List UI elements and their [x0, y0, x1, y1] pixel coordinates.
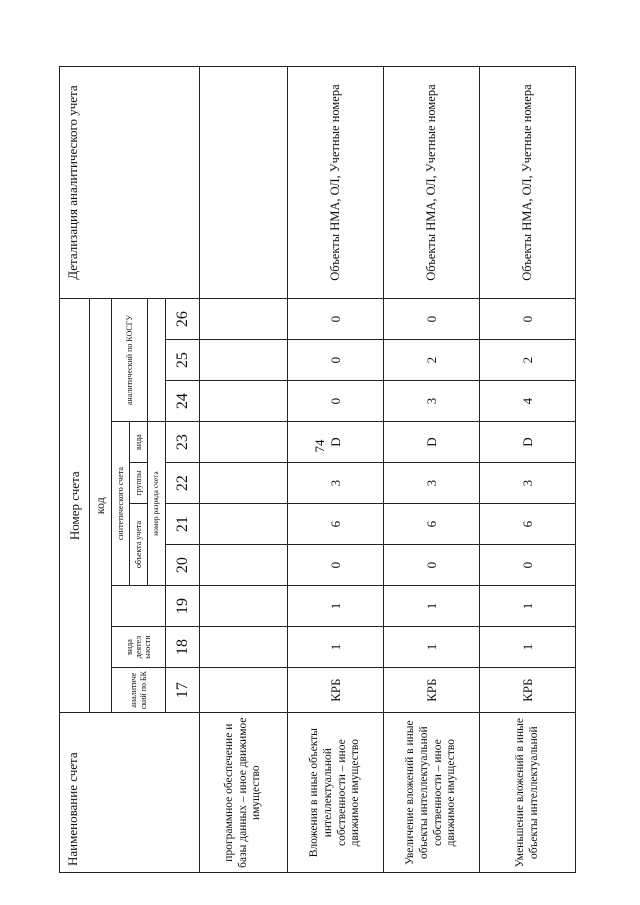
header-analytical-bk: аналитиче ский по БК — [112, 668, 166, 713]
header-synthetic: синтетического счета — [112, 422, 130, 586]
row-cell: 4 — [480, 381, 576, 422]
row-cell: D — [288, 422, 384, 463]
row-cell: 0 — [288, 340, 384, 381]
row-cell: КРБ — [480, 668, 576, 713]
header-detail: Детализация аналитического учета — [60, 67, 200, 299]
header-activity-type: вида деятел ьности — [112, 627, 166, 668]
row-cell: 6 — [480, 504, 576, 545]
row-cell: 0 — [288, 299, 384, 340]
col-number: 19 — [166, 586, 200, 627]
row-cell: 2 — [480, 340, 576, 381]
row-cell — [200, 627, 288, 668]
row-cell: 1 — [480, 586, 576, 627]
row-detail: Объекты НМА, ОЛ, Учетные номера — [384, 67, 480, 299]
header-kosgu: аналитический по КОСГУ — [112, 299, 148, 422]
row-cell — [200, 668, 288, 713]
row-cell: КРБ — [384, 668, 480, 713]
row-cell: 1 — [384, 627, 480, 668]
header-digit-number: номер разряда счета — [148, 422, 166, 586]
row-cell: КРБ — [288, 668, 384, 713]
header-code: код — [90, 299, 112, 713]
row-cell: 1 — [480, 627, 576, 668]
row-cell — [200, 422, 288, 463]
row-cell: 0 — [288, 545, 384, 586]
header-group: группы — [130, 463, 148, 504]
row-cell — [200, 299, 288, 340]
table-row — [288, 67, 384, 873]
row-cell: 6 — [288, 504, 384, 545]
col-number: 18 — [166, 627, 200, 668]
header-object: объекта учета — [130, 504, 148, 586]
row-cell: 1 — [288, 586, 384, 627]
row-cell: 3 — [480, 463, 576, 504]
row-cell: D — [384, 422, 480, 463]
row-detail: Объекты НМА, ОЛ, Учетные номера — [288, 67, 384, 299]
rotated-table-wrapper — [59, 66, 575, 873]
row-cell — [200, 381, 288, 422]
row-detail — [200, 67, 288, 299]
header-account-number: Номер счета — [60, 299, 90, 713]
row-cell — [200, 340, 288, 381]
row-cell: 0 — [288, 381, 384, 422]
table-row — [200, 67, 288, 873]
row-cell: 3 — [384, 381, 480, 422]
row-cell — [200, 586, 288, 627]
row-cell: D — [480, 422, 576, 463]
row-cell: 0 — [384, 299, 480, 340]
row-cell: 3 — [288, 463, 384, 504]
row-cell: 0 — [480, 545, 576, 586]
row-name: Уменьшение вложений в иные объекты интеллектуальной — [480, 713, 576, 873]
col-number: 20 — [166, 545, 200, 586]
row-cell: 3 — [384, 463, 480, 504]
header-col-19-blank — [112, 586, 166, 627]
col-number: 25 — [166, 340, 200, 381]
row-cell: 0 — [480, 299, 576, 340]
header-kind: вида — [130, 422, 148, 463]
col-number: 24 — [166, 381, 200, 422]
row-detail: Объекты НМА, ОЛ, Учетные номера — [480, 67, 576, 299]
header-kosgu-blank — [148, 299, 166, 422]
col-number: 21 — [166, 504, 200, 545]
row-cell: 2 — [384, 340, 480, 381]
table-row — [480, 67, 576, 873]
row-name: программное обеспечение и базы данных – иное движимое имущество — [200, 713, 288, 873]
col-number: 26 — [166, 299, 200, 340]
col-number: 17 — [166, 668, 200, 713]
row-cell — [200, 463, 288, 504]
page-number: 74 — [312, 439, 327, 453]
row-name: Вложения в иные объекты интеллектуальной собственности – иное движимое имущество — [288, 713, 384, 873]
row-cell — [200, 504, 288, 545]
header-account-name: Наименование счета — [60, 713, 200, 873]
row-cell: 0 — [384, 545, 480, 586]
row-cell: 6 — [384, 504, 480, 545]
col-number: 22 — [166, 463, 200, 504]
row-cell — [200, 545, 288, 586]
row-cell: 1 — [384, 586, 480, 627]
table-row — [384, 67, 480, 873]
row-cell: 1 — [288, 627, 384, 668]
account-table — [59, 66, 576, 873]
row-name: Увеличение вложений в иные объекты интеллектуальной собственности – иное движимое имущество — [384, 713, 480, 873]
col-number: 23 — [166, 422, 200, 463]
